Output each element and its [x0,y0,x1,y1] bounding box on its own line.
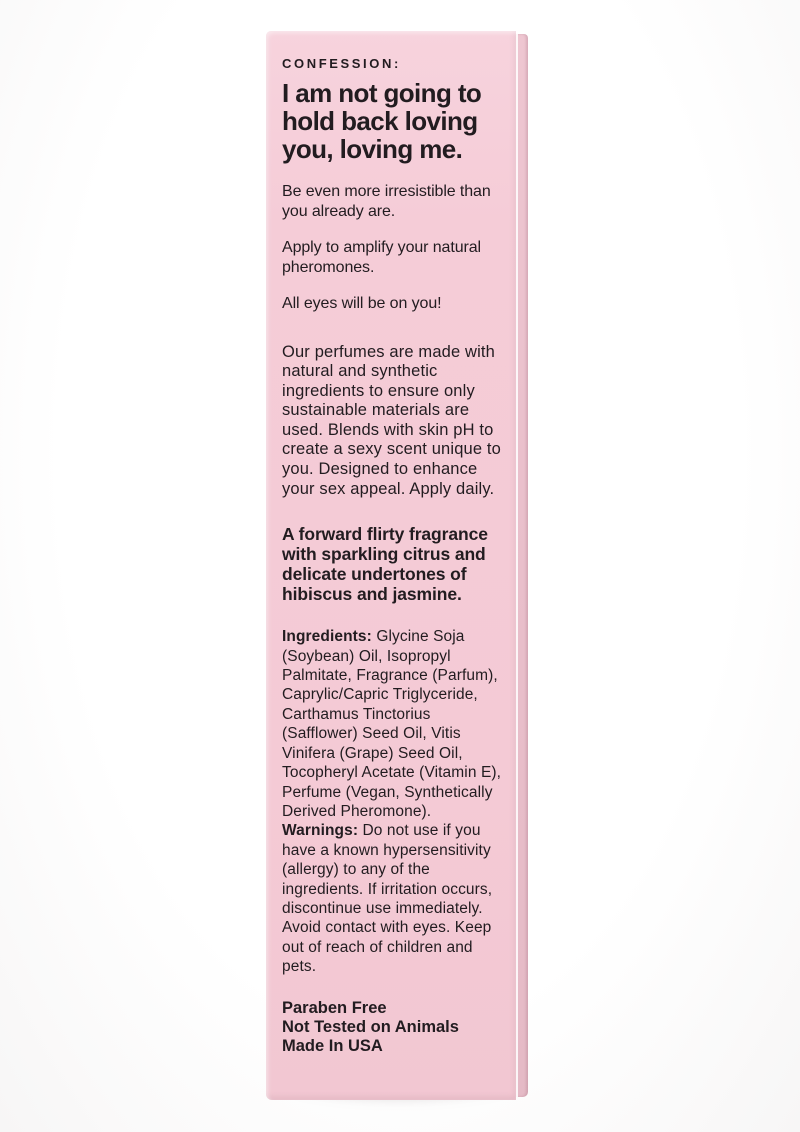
claims-block [282,999,504,1056]
headline [282,79,504,163]
product-box-side-edge [516,34,528,1097]
warnings-text: Do not use if you have a known hypersensitivity (allergy) to any of the ingredients. If irritation occurs, discontinue use immediately. Avoid contact with eyes. Keep out of reach of children and pets. [282,822,493,976]
product-description: Our perfumes are made with natural and synthetic ingredients to ensure only sustainable materials are used. Blends with skin pH to create a sexy scent unique to you. Designed to enhance your sex appeal. Apply daily. [282,342,501,498]
ingredients-label: Ingredients: [282,628,372,646]
warnings-paragraph [282,821,504,976]
warnings-label: Warnings: [282,822,359,840]
confession-eyebrow: CONFESSION: [282,56,401,71]
ingredients-paragraph [282,627,504,821]
tagline-apply: Apply to amplify your natural pheromones. [282,239,481,276]
claim-paraben-free: Paraben Free [282,998,387,1017]
fragrance-note: A forward flirty fragrance with sparkling citrus and delicate undertones of hibiscus and jasmine. [282,524,488,605]
tagline-all-eyes: All eyes will be on you! [282,295,442,312]
fineprint-block [282,627,504,976]
claim-made-in-usa: Made In USA [282,1036,383,1055]
tagline-irresistible: Be even more irresistible than you already are. [282,183,491,220]
product-box [266,31,528,1100]
ingredients-text: Glycine Soja (Soybean) Oil, Isopropyl Palmitate, Fragrance (Parfum), Caprylic/Capric Triglyceride, Carthamus Tinctorius (Safflower) Seed Oil, Vitis Vinifera (Grape) Seed Oil, Tocopheryl Acetate (Vitamin E), Perfume (Vegan, Synthetically Derived Pheromone). [282,628,502,820]
claim-not-tested-on-animals: Not Tested on Animals [282,1017,459,1036]
headline-line-1: I am not going to [282,78,482,108]
headline-line-2: hold back loving [282,106,478,136]
headline-line-3: you, loving me. [282,134,463,164]
product-box-back-panel [266,31,516,1100]
